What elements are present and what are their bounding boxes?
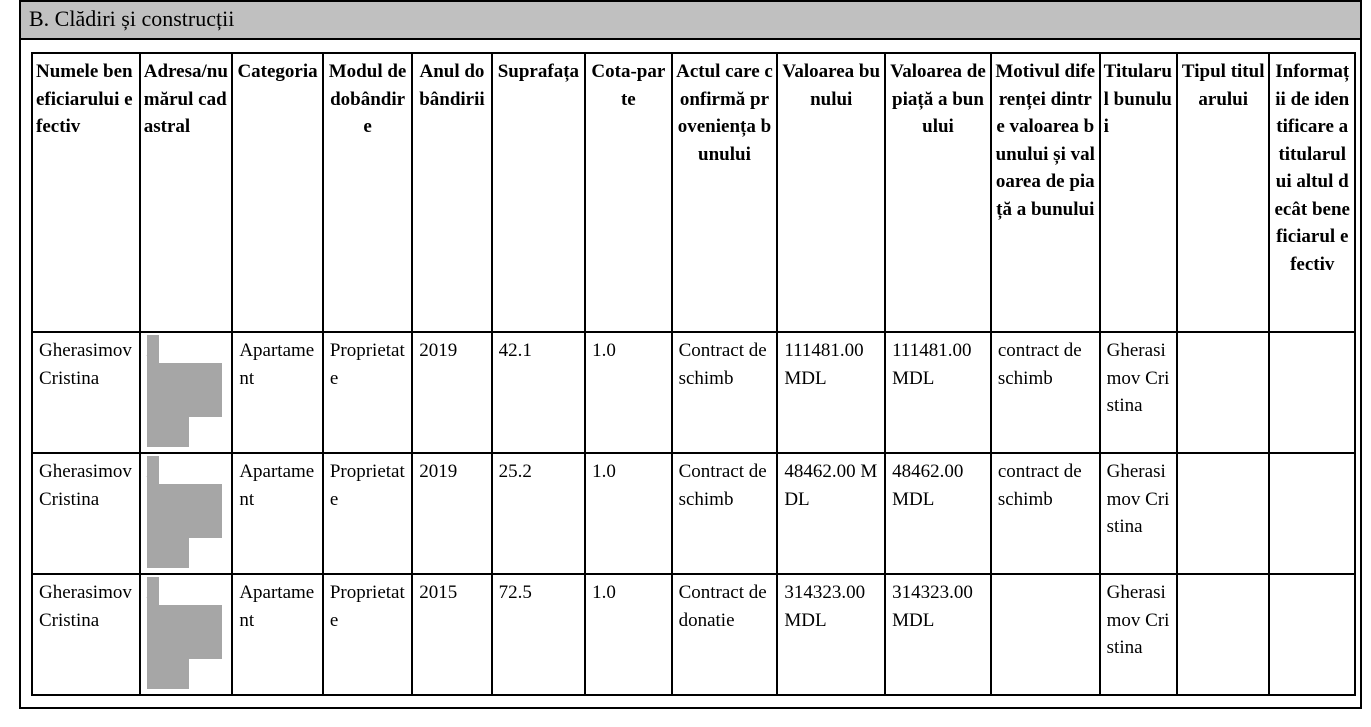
redaction-block: [147, 605, 222, 659]
redaction-block: [147, 335, 159, 363]
cell-market-value: 111481.00 MDL: [885, 332, 991, 453]
section-title: B. Clădiri și construcții: [21, 2, 1360, 40]
header-provenance-act: Actul care confirmă proveniența bunului: [672, 53, 778, 332]
cell-holder: Gherasimov Cristina: [1100, 453, 1177, 574]
cell-category: Apartament: [232, 453, 323, 574]
cell-acquisition-mode: Proprietate: [323, 574, 412, 695]
header-category: Categoria: [232, 53, 323, 332]
cell-holder-info: [1269, 453, 1355, 574]
section-frame: [19, 0, 1362, 709]
cell-holder-type: [1177, 332, 1270, 453]
cell-address: [140, 453, 233, 574]
redaction-block: [147, 484, 222, 538]
header-surface: Suprafața: [492, 53, 586, 332]
cell-acquisition-mode: Proprietate: [323, 453, 412, 574]
header-acquisition-year: Anul dobândirii: [412, 53, 491, 332]
cell-market-value: 48462.00 MDL: [885, 453, 991, 574]
cell-asset-value: 48462.00 MDL: [777, 453, 885, 574]
cell-holder: Gherasimov Cristina: [1100, 574, 1177, 695]
cell-share: 1.0: [585, 332, 671, 453]
table-row: [32, 332, 1355, 453]
cell-holder: Gherasimov Cristina: [1100, 332, 1177, 453]
table-header-row: [32, 53, 1355, 332]
header-acquisition-mode: Modul de dobândire: [323, 53, 412, 332]
table-row: [32, 574, 1355, 695]
redaction-block: [147, 577, 159, 605]
header-beneficiary: Numele beneficiarului efectiv: [32, 53, 140, 332]
header-share: Cota-parte: [585, 53, 671, 332]
header-holder: Titularul bunului: [1100, 53, 1177, 332]
cell-surface: 25.2: [492, 453, 586, 574]
redaction-block: [147, 538, 189, 568]
table-row: [32, 453, 1355, 574]
cell-beneficiary: Gherasimov Cristina: [32, 453, 140, 574]
cell-holder-type: [1177, 574, 1270, 695]
redaction-block: [147, 363, 222, 417]
header-market-value: Valoarea de piață a bunului: [885, 53, 991, 332]
header-difference-reason: Motivul diferenței dintre valoarea bunului și valoarea de piață a bunului: [991, 53, 1100, 332]
cell-address: [140, 574, 233, 695]
cell-difference-reason: contract de schimb: [991, 332, 1100, 453]
cell-provenance-act: Contract de schimb: [672, 453, 778, 574]
redaction-block: [147, 659, 189, 689]
header-address: Adresa/numărul cadastral: [140, 53, 233, 332]
cell-acquisition-year: 2019: [412, 332, 491, 453]
cell-address: [140, 332, 233, 453]
cell-acquisition-year: 2015: [412, 574, 491, 695]
cell-market-value: 314323.00 MDL: [885, 574, 991, 695]
cell-holder-info: [1269, 574, 1355, 695]
header-holder-info: Informații de identificare a titularului altul decât beneficiarul efectiv: [1269, 53, 1355, 332]
cell-surface: 42.1: [492, 332, 586, 453]
cell-category: Apartament: [232, 332, 323, 453]
cell-asset-value: 111481.00 MDL: [777, 332, 885, 453]
buildings-table: [31, 52, 1356, 696]
cell-acquisition-year: 2019: [412, 453, 491, 574]
cell-holder-info: [1269, 332, 1355, 453]
cell-difference-reason: [991, 574, 1100, 695]
header-holder-type: Tipul titularului: [1177, 53, 1270, 332]
cell-beneficiary: Gherasimov Cristina: [32, 574, 140, 695]
cell-beneficiary: Gherasimov Cristina: [32, 332, 140, 453]
cell-acquisition-mode: Proprietate: [323, 332, 412, 453]
redaction-block: [147, 456, 159, 484]
redaction-block: [147, 417, 189, 447]
header-asset-value: Valoarea bunului: [777, 53, 885, 332]
cell-provenance-act: Contract de schimb: [672, 332, 778, 453]
cell-share: 1.0: [585, 574, 671, 695]
cell-holder-type: [1177, 453, 1270, 574]
cell-difference-reason: contract de schimb: [991, 453, 1100, 574]
cell-surface: 72.5: [492, 574, 586, 695]
cell-category: Apartament: [232, 574, 323, 695]
cell-share: 1.0: [585, 453, 671, 574]
cell-provenance-act: Contract de donatie: [672, 574, 778, 695]
cell-asset-value: 314323.00 MDL: [777, 574, 885, 695]
